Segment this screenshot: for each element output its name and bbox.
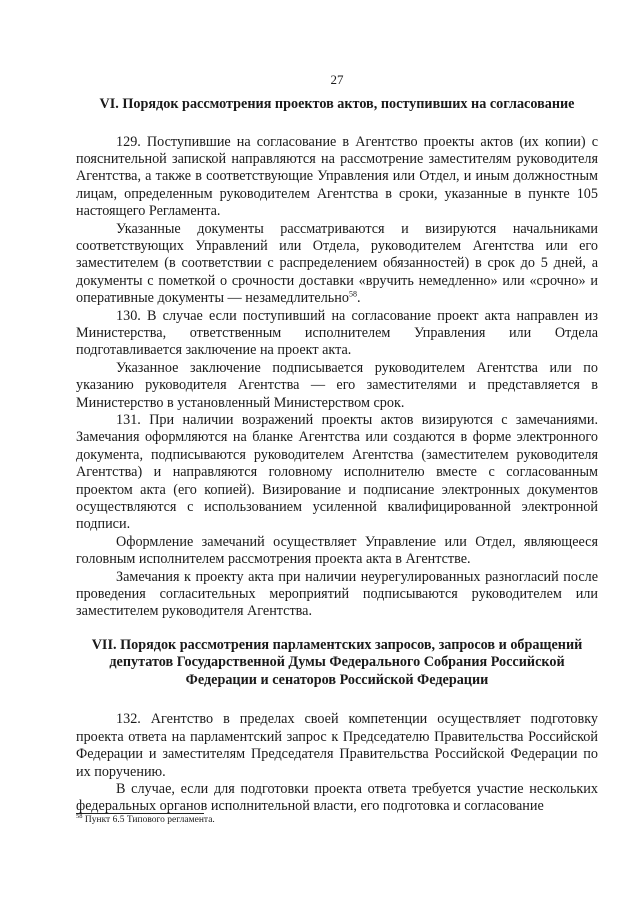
footnote-separator	[76, 813, 204, 814]
footnote-text: Пункт 6.5 Типового регламента.	[82, 815, 215, 825]
paragraph-129-documents: Указанные документы рассматриваются и визируются начальниками соответствующих Управлений или Отдела, руководителем Агентства или его заместителем (в соответствии с распределением обязанностей) в срок до 5 дней, а документы с пометкой о срочности доставки «вручить немедленно» или «срочно» и оперативные документы — незамедлительно$^{58}$.	[76, 220, 598, 307]
footnote	[76, 812, 215, 825]
section-vi-heading: VI. Порядок рассмотрения проектов актов, поступивших на согласование	[99, 96, 575, 112]
paragraph-132-participation: В случае, если для подготовки проекта ответа требуется участие нескольких федеральных органов исполнительной власти, его подготовка и согласование	[76, 781, 598, 815]
paragraph-130-conclusion: Указанное заключение подписывается руководителем Агентства или по указанию руководителя Агентства — его заместителями и представляется в Министерство в установленный Министерством срок.	[76, 359, 598, 411]
paragraph-131-disagreements: Замечания к проекту акта при наличии неурегулированных разногласий после проведения согласительных мероприятий подписываются руководителем или заместителем руководителя Агентства.	[76, 568, 598, 620]
paragraph-text: Указанные документы рассматриваются и визируются начальниками соответствующих Управлений или Отдела, руководителем Агентства или его заместителем (в соответствии с распределением обязанностей) в срок до 5 дней, а документы с пометкой о срочности доставки «вручить немедленно» или «срочно» и оперативные документы — незамедлительно	[76, 220, 598, 307]
paragraph-130: 130. В случае если поступивший на согласование проект акта направлен из Министерства, ответственным исполнителем Управления или Отдела подготавливается заключение на проект акта.	[76, 307, 598, 359]
section-vii-heading: VII. Порядок рассмотрения парламентских запросов, запросов и обращений депутатов Государственной Думы Федерального Собрания Российской Федерации и сенаторов Российской Федерации	[91, 636, 583, 688]
footnote-reference: 58	[348, 289, 357, 299]
paragraph-132: 132. Агентство в пределах своей компетенции осуществляет подготовку проекта ответа на парламентский запрос к Председателю Правительства Российской Федерации и заместителям Председателя Правительства Российской Федерации по их поручению.	[76, 711, 598, 780]
paragraph-129: 129. Поступившие на согласование в Агентство проекты актов (их копии) с пояснительной запиской направляются на рассмотрение заместителям руководителя Агентства, а также в соответствующие Управления или Отдел, и иным должностным лицам, определенным руководителем Агентства в сроки, указанные в пункте 105 настоящего Регламента.	[76, 133, 598, 220]
footnote-number: 58	[76, 812, 83, 820]
paragraph-131: 131. При наличии возражений проекты актов визируются с замечаниями. Замечания оформляются на бланке Агентства или создаются в форме электронного документа, подписываются руководителем Агентства (заместителем руководителя Агентства) и направляются головному исполнителю вместе с согласованным проектом акта (его копией). Визирование и подписание электронных документов осуществляются с использованием усиленной квалифицированной электронной подписи.	[76, 412, 598, 533]
page-number: 27	[330, 72, 344, 87]
paragraph-131-remarks: Оформление замечаний осуществляет Управление или Отдел, являющееся головным исполнителем рассмотрения проекта акта в Агентстве.	[76, 533, 598, 568]
